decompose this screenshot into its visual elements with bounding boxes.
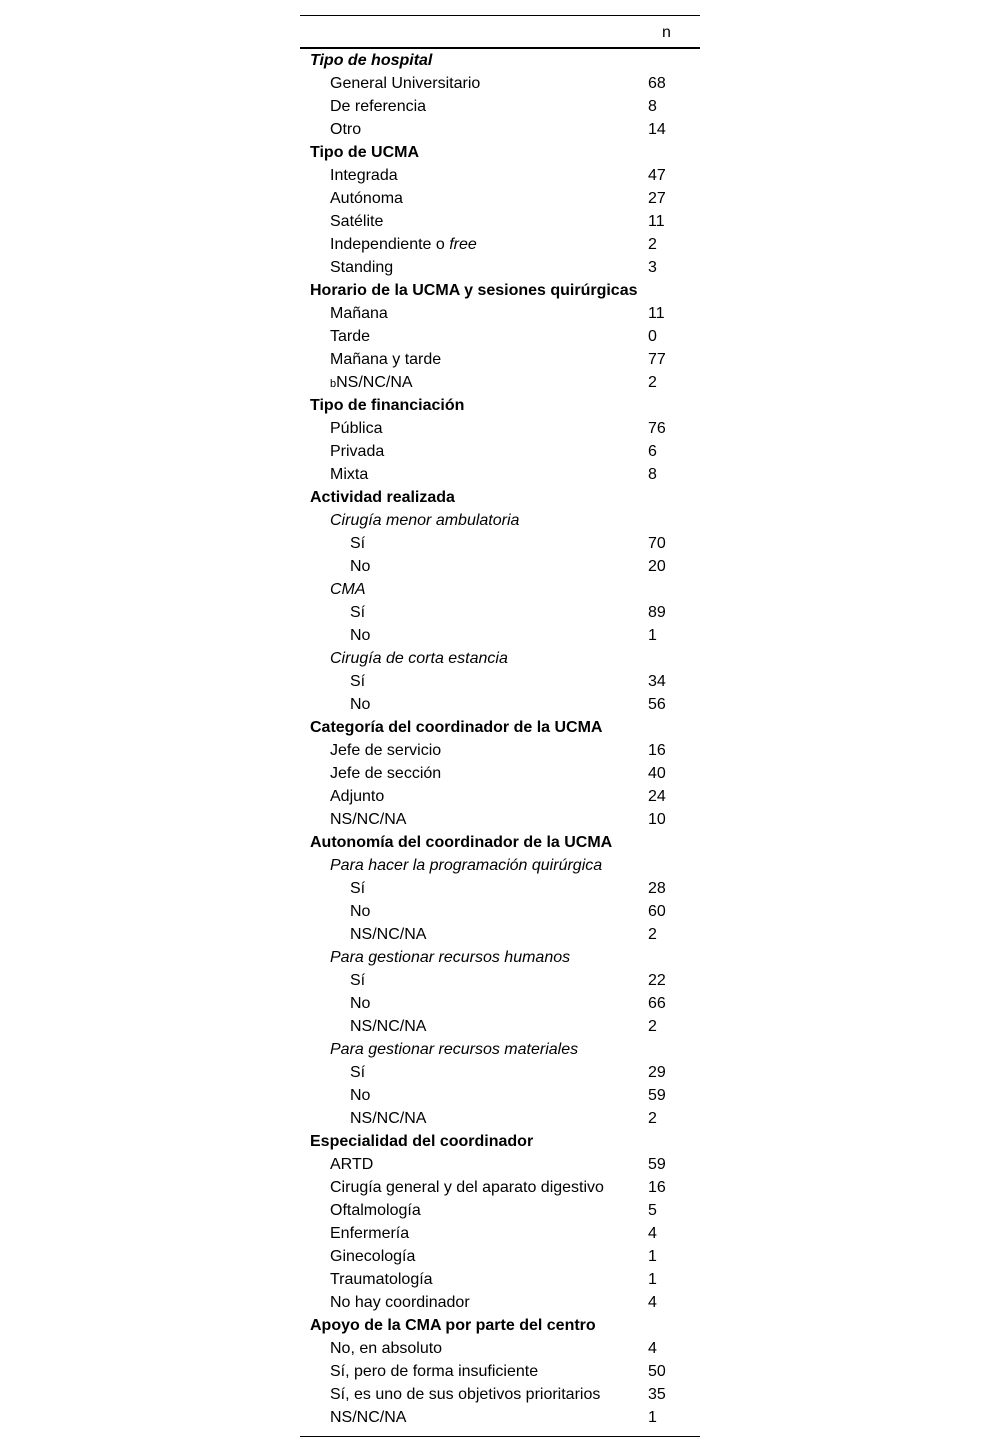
table-row	[300, 693, 700, 716]
table-row	[300, 1337, 700, 1360]
subsection-header-row	[300, 647, 700, 670]
row-value: 24	[648, 788, 666, 805]
row-label	[310, 1314, 596, 1337]
table-row	[300, 1406, 700, 1429]
row-label-text: Oftalmología	[330, 1202, 421, 1219]
row-label	[310, 141, 419, 164]
table-row	[300, 877, 700, 900]
row-value: 76	[648, 420, 666, 437]
table-row	[300, 1222, 700, 1245]
section-header-row	[300, 141, 700, 164]
row-label-text: NS/NC/NA	[330, 1409, 407, 1426]
row-label	[330, 95, 426, 118]
row-label-text: Adjunto	[330, 788, 385, 805]
section-header-row	[300, 1314, 700, 1337]
row-value: 4	[648, 1225, 657, 1242]
row-label-text: NS/NC/NA	[350, 1018, 427, 1035]
row-label	[330, 578, 366, 601]
row-value: 16	[648, 1179, 666, 1196]
row-value: 89	[648, 604, 666, 621]
row-value: 1	[648, 1409, 657, 1426]
table-row	[300, 417, 700, 440]
row-label	[330, 762, 441, 785]
table-row	[300, 900, 700, 923]
row-label-text: Integrada	[330, 167, 398, 184]
row-value: 1	[648, 1248, 657, 1265]
row-value: 8	[648, 98, 657, 115]
row-label	[350, 670, 365, 693]
row-label	[310, 716, 602, 739]
table-row	[300, 440, 700, 463]
row-label-text: Sí	[350, 673, 366, 690]
row-value: 8	[648, 466, 657, 483]
row-label-text: Satélite	[330, 213, 384, 230]
row-label-text: Tipo de hospital	[310, 52, 433, 69]
row-label	[330, 440, 384, 463]
row-value: 1	[648, 1271, 657, 1288]
row-value: 60	[648, 903, 666, 920]
row-label-text: Sí	[350, 604, 366, 621]
row-label	[350, 555, 370, 578]
row-label-text: Autonomía del coordinador de la UCMA	[310, 834, 613, 851]
row-label-text: Ginecología	[330, 1248, 416, 1265]
row-label	[330, 509, 519, 532]
row-value: 77	[648, 351, 666, 368]
row-label-text: NS/NC/NA	[330, 811, 407, 828]
row-label	[330, 1291, 470, 1314]
row-label-text: Otro	[330, 121, 362, 138]
table-row	[300, 739, 700, 762]
row-label-text: Mixta	[330, 466, 369, 483]
row-value: 40	[648, 765, 666, 782]
row-label-text: No	[350, 1087, 371, 1104]
row-label-italic-text: free	[449, 236, 477, 253]
table-row	[300, 302, 700, 325]
table-row	[300, 808, 700, 831]
row-value: 35	[648, 1386, 666, 1403]
footnote-marker: b	[330, 378, 337, 390]
row-label-text: No hay coordinador	[330, 1294, 470, 1311]
row-label-text: Tipo de financiación	[310, 397, 465, 414]
row-label	[330, 256, 393, 279]
row-value: 47	[648, 167, 666, 184]
row-label-text: Autónoma	[330, 190, 403, 207]
row-value: 70	[648, 535, 666, 552]
table-row	[300, 1015, 700, 1038]
table-row	[300, 992, 700, 1015]
subsection-header-row	[300, 578, 700, 601]
row-label-text: Jefe de sección	[330, 765, 442, 782]
subsection-header-row	[300, 854, 700, 877]
row-label-text: Actividad realizada	[310, 489, 455, 506]
row-value: 11	[648, 213, 665, 230]
row-value: 56	[648, 696, 666, 713]
row-label	[330, 348, 441, 371]
row-label-text: De referencia	[330, 98, 427, 115]
row-label	[310, 49, 432, 72]
row-label	[350, 923, 426, 946]
row-value: 50	[648, 1363, 666, 1380]
table-row	[300, 348, 700, 371]
row-label	[330, 72, 480, 95]
row-value: 28	[648, 880, 666, 897]
row-label-text: Cirugía general y del aparato digestivo	[330, 1179, 604, 1196]
row-label-text: CMA	[330, 581, 366, 598]
row-label-text: Pública	[330, 420, 383, 437]
row-label-text: Para gestionar recursos humanos	[330, 949, 571, 966]
table-row	[300, 785, 700, 808]
table-row	[300, 670, 700, 693]
row-label-text: Apoyo de la CMA por parte del centro	[310, 1317, 596, 1334]
row-label	[330, 808, 406, 831]
row-label	[330, 1176, 604, 1199]
row-label-text: Cirugía de corta estancia	[330, 650, 508, 667]
table-row	[300, 72, 700, 95]
row-label-text: Jefe de servicio	[330, 742, 442, 759]
row-label	[310, 279, 638, 302]
table-row	[300, 1383, 700, 1406]
table-row	[300, 1061, 700, 1084]
row-label	[330, 1222, 409, 1245]
row-label-text: Sí	[350, 535, 366, 552]
row-label-text: ARTD	[330, 1156, 374, 1173]
row-label-text: Mañana	[330, 305, 388, 322]
table-row	[300, 1360, 700, 1383]
row-label	[330, 302, 388, 325]
row-label-text: Horario de la UCMA y sesiones quirúrgicas	[310, 282, 638, 299]
row-value: 6	[648, 443, 657, 460]
table-row	[300, 1107, 700, 1130]
table-row	[300, 463, 700, 486]
row-value: 2	[648, 236, 657, 253]
row-label-text: Categoría del coordinador de la UCMA	[310, 719, 603, 736]
row-value: 0	[648, 328, 657, 345]
table-row	[300, 256, 700, 279]
row-value: 5	[648, 1202, 657, 1219]
row-label	[330, 118, 361, 141]
table-row	[300, 601, 700, 624]
row-label	[350, 1015, 426, 1038]
row-label	[330, 371, 413, 396]
row-label	[330, 463, 368, 486]
row-value: 59	[648, 1087, 666, 1104]
row-value: 59	[648, 1156, 666, 1173]
row-label	[330, 1245, 415, 1268]
table-row	[300, 325, 700, 348]
row-label-text: Sí, pero de forma insuficiente	[330, 1363, 539, 1380]
row-label-text: General Universitario	[330, 75, 481, 92]
table-row	[300, 164, 700, 187]
row-value: 2	[648, 926, 657, 943]
row-label	[350, 1084, 370, 1107]
row-label	[330, 325, 370, 348]
table-row	[300, 969, 700, 992]
row-label-text: No	[350, 696, 371, 713]
section-header-row	[300, 1130, 700, 1153]
row-value: 4	[648, 1340, 657, 1357]
row-label	[330, 1406, 406, 1429]
table-row	[300, 555, 700, 578]
section-header-row	[300, 394, 700, 417]
row-label	[330, 1360, 538, 1383]
row-label-text: Traumatología	[330, 1271, 433, 1288]
row-label	[330, 1038, 578, 1061]
row-label-text: Mañana y tarde	[330, 351, 442, 368]
row-label-text: Especialidad del coordinador	[310, 1133, 534, 1150]
row-value: 1	[648, 627, 657, 644]
table-body	[300, 49, 700, 1429]
subsection-header-row	[300, 1038, 700, 1061]
row-label	[330, 1268, 433, 1291]
row-value: 16	[648, 742, 666, 759]
row-label	[350, 877, 365, 900]
row-label-text: Standing	[330, 259, 394, 276]
row-label-text: NS/NC/NA	[336, 374, 413, 391]
table-row	[300, 118, 700, 141]
table-row	[300, 371, 700, 394]
row-value: 27	[648, 190, 666, 207]
row-label-text: Privada	[330, 443, 385, 460]
row-label	[350, 693, 370, 716]
row-label	[330, 739, 441, 762]
row-label-text: Sí	[350, 972, 366, 989]
row-label	[330, 1337, 442, 1360]
row-value: 22	[648, 972, 666, 989]
table-bottom-padding	[300, 1429, 700, 1436]
row-label	[330, 1383, 600, 1406]
row-label	[310, 486, 455, 509]
table-row	[300, 1199, 700, 1222]
row-value: 10	[648, 811, 666, 828]
row-label	[330, 854, 602, 877]
row-label-text: Enfermería	[330, 1225, 410, 1242]
row-value: 14	[648, 121, 666, 138]
row-label	[330, 946, 570, 969]
row-label-text: No	[350, 995, 371, 1012]
section-header-row	[300, 279, 700, 302]
row-label	[330, 647, 508, 670]
row-value: 2	[648, 1110, 657, 1127]
row-label-text: Sí	[350, 1064, 366, 1081]
row-value: 2	[648, 1018, 657, 1035]
row-label-text: Cirugía menor ambulatoria	[330, 512, 520, 529]
row-label	[330, 1153, 373, 1176]
subsection-header-row	[300, 509, 700, 532]
section-header-row	[300, 716, 700, 739]
row-label-text: Sí	[350, 880, 366, 897]
row-label	[310, 1130, 533, 1153]
table-row	[300, 95, 700, 118]
row-label-text: Independiente o	[330, 236, 450, 253]
table-header	[300, 16, 700, 49]
row-label-text: Para hacer la programación quirúrgica	[330, 857, 603, 874]
table-row	[300, 187, 700, 210]
row-label-text: No, en absoluto	[330, 1340, 443, 1357]
row-label-text: No	[350, 558, 371, 575]
subsection-header-row	[300, 946, 700, 969]
row-label	[350, 1061, 365, 1084]
row-label	[330, 1199, 421, 1222]
row-label	[350, 532, 365, 555]
section-header-row	[300, 49, 700, 72]
row-label	[350, 969, 365, 992]
row-label-text: Tipo de UCMA	[310, 144, 420, 161]
section-header-row	[300, 486, 700, 509]
table-row	[300, 1084, 700, 1107]
row-label	[330, 187, 403, 210]
table-row	[300, 1268, 700, 1291]
data-table	[300, 15, 700, 1437]
row-label	[330, 233, 477, 256]
row-label-text: NS/NC/NA	[350, 926, 427, 943]
row-label-text: No	[350, 627, 371, 644]
row-value: 2	[648, 374, 657, 391]
column-header-n: n	[662, 24, 671, 41]
row-label	[310, 831, 612, 854]
row-value: 34	[648, 673, 666, 690]
table-row	[300, 532, 700, 555]
table-row	[300, 1153, 700, 1176]
row-value: 11	[648, 305, 665, 322]
row-label-text: Sí, es uno de sus objetivos prioritarios	[330, 1386, 601, 1403]
row-value: 4	[648, 1294, 657, 1311]
row-label	[350, 992, 370, 1015]
table-row	[300, 210, 700, 233]
table-row	[300, 1176, 700, 1199]
row-value: 29	[648, 1064, 666, 1081]
row-label	[330, 164, 398, 187]
row-value: 3	[648, 259, 657, 276]
row-label-text: Tarde	[330, 328, 371, 345]
row-label	[330, 417, 382, 440]
row-label	[310, 394, 464, 417]
row-value: 20	[648, 558, 666, 575]
row-label	[350, 900, 370, 923]
row-label	[330, 785, 384, 808]
row-label-text: No	[350, 903, 371, 920]
table-row	[300, 1245, 700, 1268]
row-label	[350, 624, 370, 647]
row-value: 66	[648, 995, 666, 1012]
row-label-text: NS/NC/NA	[350, 1110, 427, 1127]
table-row	[300, 233, 700, 256]
table-row	[300, 1291, 700, 1314]
row-label	[330, 210, 383, 233]
table-row	[300, 762, 700, 785]
table-row	[300, 923, 700, 946]
section-header-row	[300, 831, 700, 854]
row-label	[350, 1107, 426, 1130]
table-row	[300, 624, 700, 647]
row-value: 68	[648, 75, 666, 92]
row-label-text: Para gestionar recursos materiales	[330, 1041, 579, 1058]
row-label	[350, 601, 365, 624]
